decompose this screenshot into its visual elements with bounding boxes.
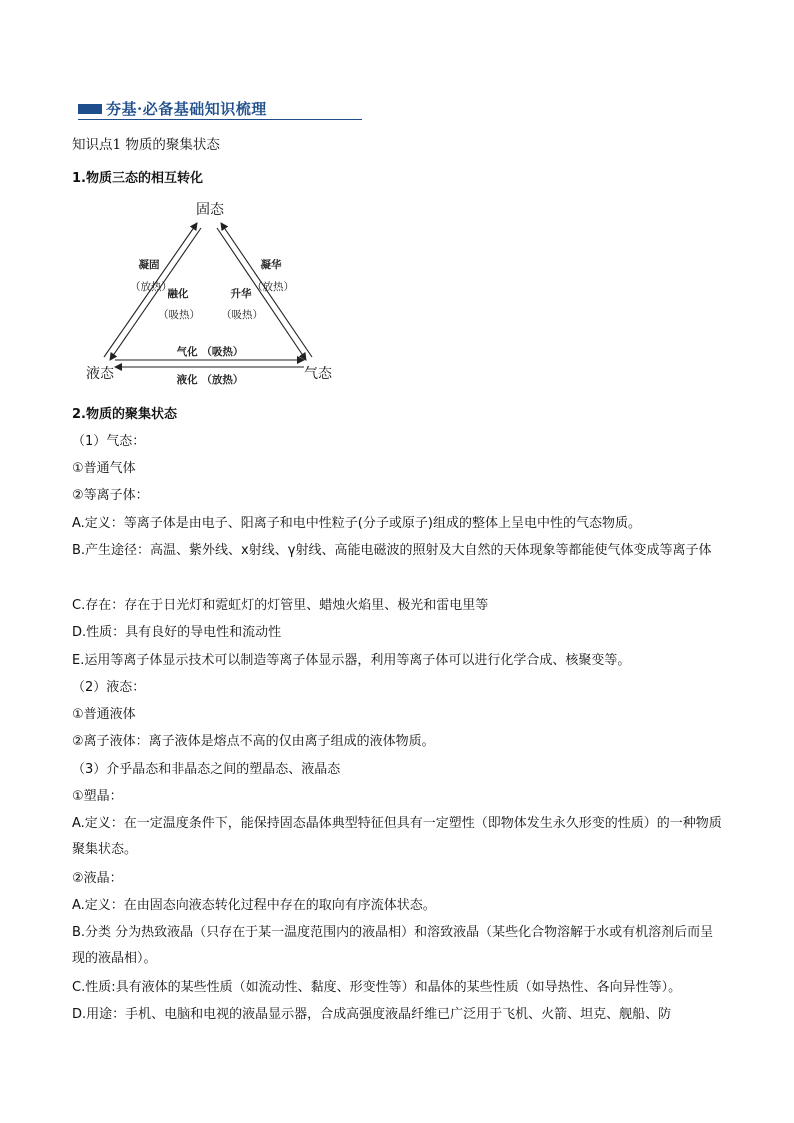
line-liquid-crystal-definition: A.定义：在由固态向液态转化过程中存在的取向有序流体状态。	[72, 898, 436, 913]
line-plasma-sources: B.产生途径：高温、紫外线、x射线、γ射线、高能电磁波的照射及大自然的天体现象等都能使气体变成等离子体	[72, 543, 712, 558]
section1-title: 1.物质三态的相互转化	[72, 171, 203, 186]
section-header	[78, 98, 362, 120]
section2-title: 2.物质的聚集状态	[72, 407, 177, 422]
label-sublimate-heat: （吸热）	[221, 309, 263, 321]
label-vaporize: 气化 （吸热）	[176, 346, 244, 358]
label-deposit: 凝华	[260, 259, 282, 271]
node-liquid: 液态	[86, 366, 114, 382]
line-plastic-crystal-definition: A.定义：在一定温度条件下，能保持固态晶体典型特征但具有一定塑性（即物体发生永久形变的性质）的一种物质聚集状态。	[72, 816, 722, 857]
label-melt-heat: （吸热）	[158, 309, 200, 321]
label-sublimate: 升华	[230, 288, 252, 300]
phase-transition-diagram	[80, 195, 340, 390]
line-normal-gas: ①普通气体	[72, 461, 136, 476]
label-freeze-heat: （放热）	[130, 281, 172, 293]
label-freeze: 凝固	[138, 259, 160, 271]
header-title: 夯基·必备基础知识梳理	[106, 100, 267, 118]
header-underline	[78, 119, 362, 120]
line-liquid-crystal-classification: B.分类 分为热致液晶（只存在于某一温度范围内的液晶相）和溶致液晶（某些化合物溶解于水或有机溶剂后而呈现的液晶相）。	[72, 925, 714, 966]
line-plasma-definition: A.定义：等离子体是由电子、阳离子和电中性粒子(分子或原子)组成的整体上呈电中性的气态物质。	[72, 516, 641, 531]
line-gas: （1）气态：	[72, 434, 146, 449]
line-liquid-crystal-uses: D.用途：手机、电脑和电视的液晶显示器，合成高强度液晶纤维已广泛用于飞机、火箭、坦克、舰船、防	[72, 1007, 672, 1022]
line-plastic-crystal: ①塑晶：	[72, 789, 123, 804]
line-liquid-crystal-properties: C.性质:具有液体的某些性质（如流动性、黏度、形变性等）和晶体的某些性质（如导热性、各向异性等）。	[72, 980, 682, 995]
line-liquid-crystal: ②液晶：	[72, 871, 123, 886]
label-condense: 液化 （放热）	[176, 374, 244, 386]
line-liquid: （2）液态：	[72, 680, 146, 695]
line-plasma-uses: E.运用等离子体显示技术可以制造等离子体显示器，利用等离子体可以进行化学合成、核聚变等。	[72, 653, 631, 668]
line-plasma: ②等离子体：	[72, 488, 149, 503]
label-deposit-heat: （放热）	[252, 281, 294, 293]
knowledge-point-title: 知识点1 物质的聚集状态	[72, 137, 220, 153]
line-plasma-properties: D.性质：具有良好的导电性和流动性	[72, 625, 282, 640]
line-intermediate-states: （3）介乎晶态和非晶态之间的塑晶态、液晶态	[72, 762, 341, 777]
label-melt: 融化	[167, 288, 189, 300]
header-accent-bar	[78, 104, 102, 114]
line-ionic-liquid: ②离子液体：离子液体是熔点不高的仅由离子组成的液体物质。	[72, 734, 435, 749]
node-gas: 气态	[304, 366, 332, 382]
node-solid: 固态	[196, 202, 224, 218]
line-plasma-existence: C.存在：存在于日光灯和霓虹灯的灯管里、蜡烛火焰里、极光和雷电里等	[72, 598, 489, 613]
line-normal-liquid: ①普通液体	[72, 707, 136, 722]
